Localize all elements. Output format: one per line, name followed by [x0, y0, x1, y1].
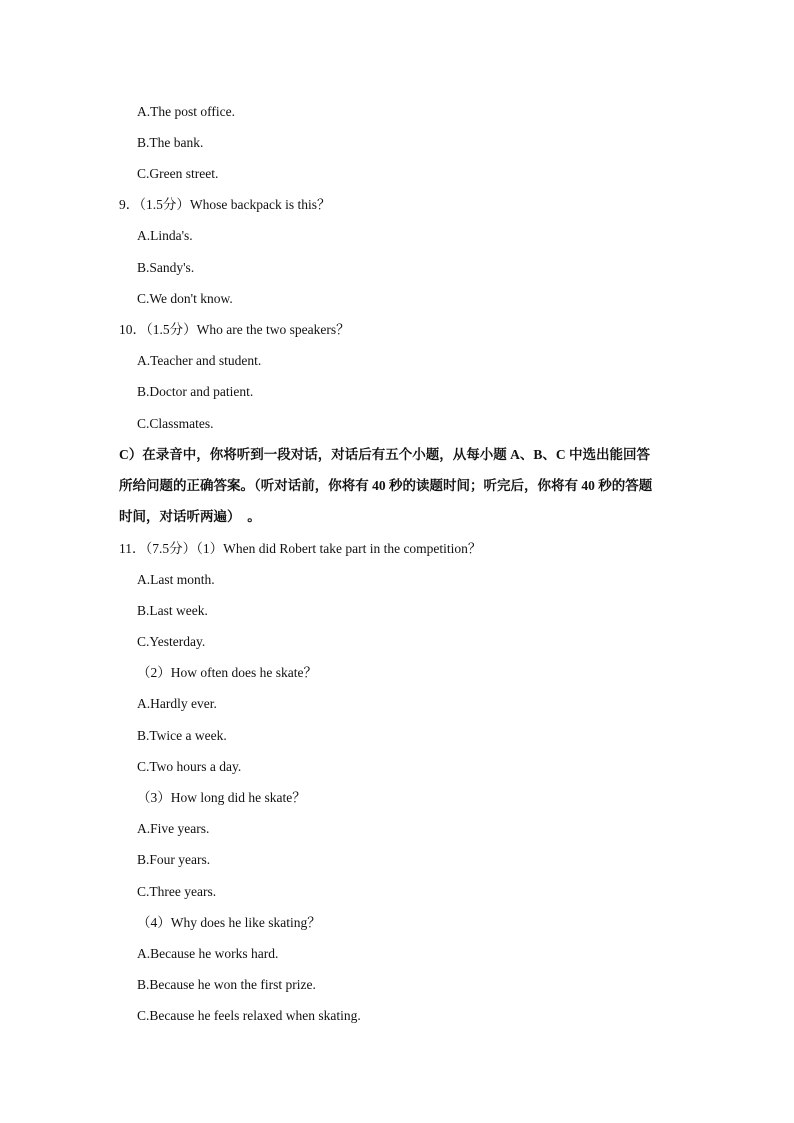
q9-option-a: A.Linda's.	[137, 228, 193, 243]
q11-2-option-b: B.Twice a week.	[137, 728, 227, 743]
q10-option-a: A.Teacher and student.	[137, 353, 262, 368]
q11-1-option-a: A.Last month.	[137, 572, 215, 587]
q11-3-option-b: B.Four years.	[137, 852, 211, 867]
question-9: 9．（1.5分）Whose backpack is this？	[119, 197, 331, 212]
q8-option-c: C.Green street.	[137, 166, 219, 181]
q9-option-b: B.Sandy's.	[137, 260, 195, 275]
q11-1-option-c: C.Yesterday.	[137, 634, 206, 649]
q9-option-c: C.We don't know.	[137, 291, 233, 306]
sub-question-3: （3）How long did he skate？	[137, 790, 306, 805]
question-11: 11．（7.5分）（1）When did Robert take part in the competition？	[119, 541, 482, 556]
q8-option-a: A.The post office.	[137, 104, 235, 119]
q11-1-option-b: B.Last week.	[137, 603, 208, 618]
question-10: 10．（1.5分）Who are the two speakers？	[119, 322, 350, 337]
section-c-instructions-line-1: C）在录音中，你将听到一段对话，对话后有五个小题，从每小题 A、B、C 中选出能回答	[119, 447, 651, 462]
q11-3-option-c: C.Three years.	[137, 884, 217, 899]
section-c-instructions-line-2: 所给问题的正确答案。（听对话前，你将有 40 秒的读题时间；听完后，你将有 40 秒的答题	[119, 478, 653, 493]
q11-2-option-a: A.Hardly ever.	[137, 696, 217, 711]
section-c-instructions-line-3: 时间，对话听两遍） 。	[119, 509, 261, 524]
q11-2-option-c: C.Two hours a day.	[137, 759, 242, 774]
q11-4-option-a: A.Because he works hard.	[137, 946, 279, 961]
sub-question-2: （2）How often does he skate？	[137, 665, 317, 680]
q8-option-b: B.The bank.	[137, 135, 204, 150]
q10-option-b: B.Doctor and patient.	[137, 384, 254, 399]
q11-4-option-b: B.Because he won the first prize.	[137, 977, 316, 992]
q11-4-option-c: C.Because he feels relaxed when skating.	[137, 1008, 361, 1023]
q10-option-c: C.Classmates.	[137, 416, 214, 431]
sub-question-4: （4）Why does he like skating？	[137, 915, 321, 930]
q11-3-option-a: A.Five years.	[137, 821, 210, 836]
